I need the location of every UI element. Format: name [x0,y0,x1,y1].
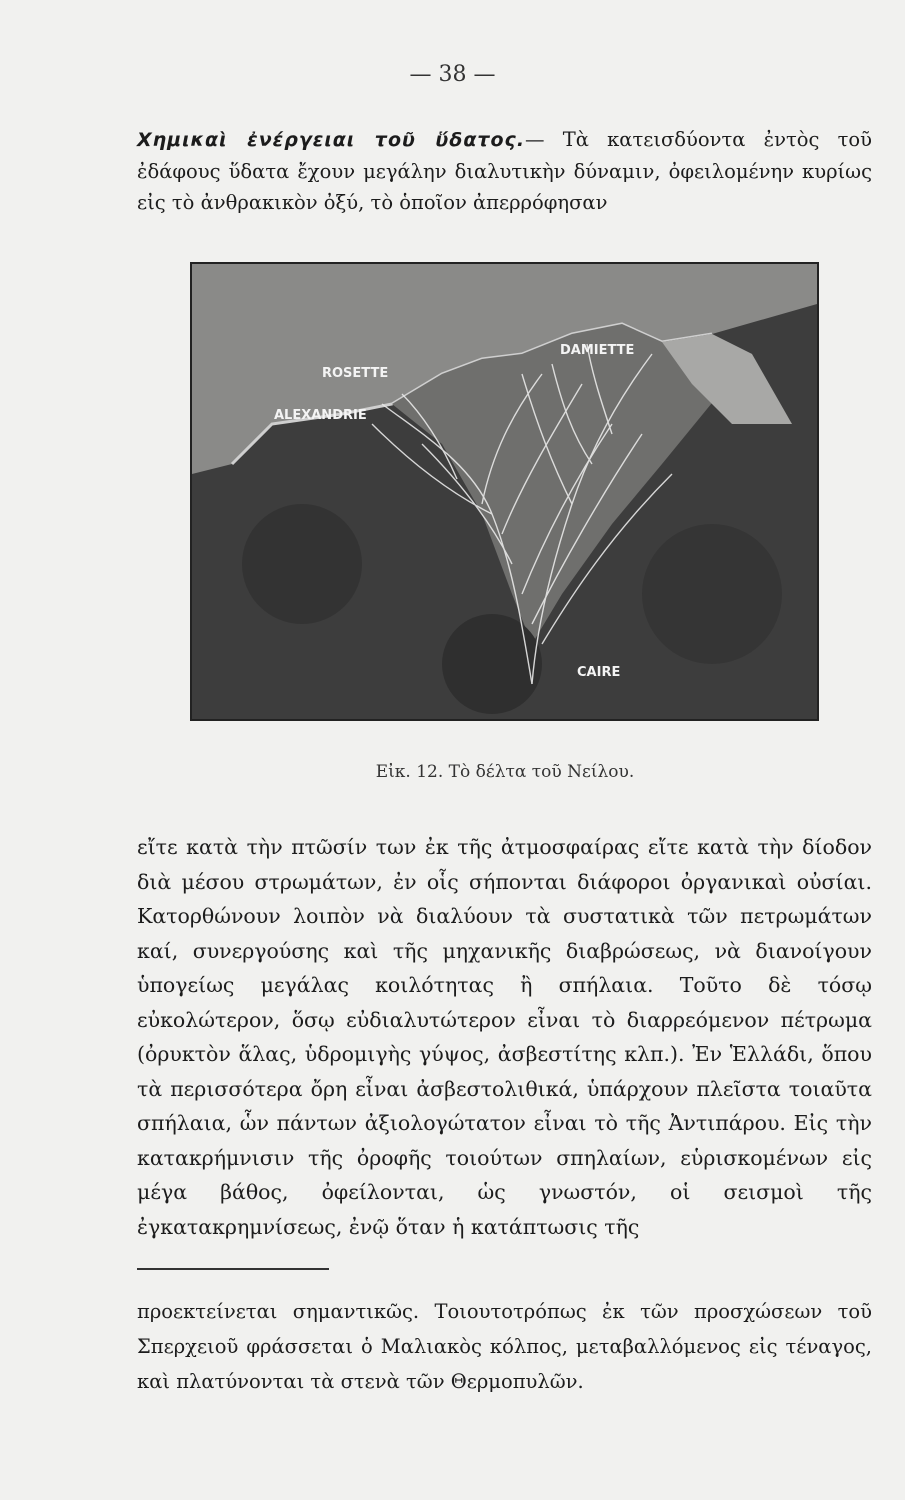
footnote: προεκτείνεται σημαντικῶς. Τοιουτοτρόπως ἐκ τῶν προσχώσεων τοῦ Σπερχειοῦ φράσσεται ὁ Μαλιακὸς κόλπος, μεταβαλλόμενος εἰς τέναγος, καὶ πλατύνονται τὰ στενὰ τῶν Θερμοπυλῶν. [137,1300,872,1393]
map-label-alexandrie: ALEXANDRIE [274,408,367,423]
intro-text: — Τὰ κατεισδύοντα ἐντὸς τοῦ ἐδάφους ὕδατα ἔχουν μεγάλην διαλυτικὴν δύναμιν, ὀφειλομένην κυρίως εἰς τὸ ἀνθρακικὸν ὀξύ, τὸ ὁποῖον ἀπερρόφησαν [137,128,872,214]
intro-paragraph [137,124,872,218]
body-paragraph: εἴτε κατὰ τὴν πτῶσίν των ἐκ τῆς ἀτμοσφαίρας εἴτε κατὰ τὴν δίοδον διὰ μέσου στρωμάτων, ἐν οἷς σήπονται διάφοροι ὀργανικαὶ οὐσίαι. Κατορθώνουν λοιπὸν νὰ διαλύουν τὰ συστατικὰ τῶν πετρωμάτων καί, συνεργούσης καὶ τῆς μηχανικῆς διαβρώσεως, νὰ διανοίγουν ὑπογείως μεγάλας κοιλότητας ἢ σπήλαια. Τοῦτο δὲ τόσῳ εὐκολώτερον, ὅσῳ εὐδιαλυτώτερον εἶναι τὸ διαρρεόμενον πέτρωμα (ὀρυκτὸν ἅλας, ὑδρομιγὴς γύψος, ἀσβεστίτης κλπ.). Ἐν Ἑλλάδι, ὅπου τὰ περισσότερα ὄρη εἶναι ἀσβεστολιθικά, ὑπάρχουν πλεῖστα τοιαῦτα σπήλαια, ὧν πάντων ἀξιολογώτατον εἶναι τὸ τῆς Ἀντιπάρου. Εἰς τὴν κατακρήμνισιν τῆς ὀροφῆς τοιούτων σπηλαίων, εὑρισκομένων εἰς μέγα βάθος, ὀφείλονται, ὡς γνωστόν, οἱ σεισμοὶ τῆς ἐγκατακρημνίσεως, ἐνῷ ὅταν ἡ κατάπτωσις τῆς [137,835,872,1239]
map-label-rosette: ROSETTE [322,366,389,381]
nile-delta-map [192,264,817,719]
map-label-damiette: DAMIETTE [560,343,635,358]
nile-delta-figure [190,262,819,721]
map-label-caire: CAIRE [577,665,621,680]
footnote-divider [137,1268,329,1270]
page-number: — 38 — [409,62,496,87]
figure-caption: Εἰκ. 12. Τὸ δέλτα τοῦ Νείλου. [375,762,635,782]
section-heading: Χημικαὶ ἐνέργειαι τοῦ ὕδατος. [137,129,526,151]
